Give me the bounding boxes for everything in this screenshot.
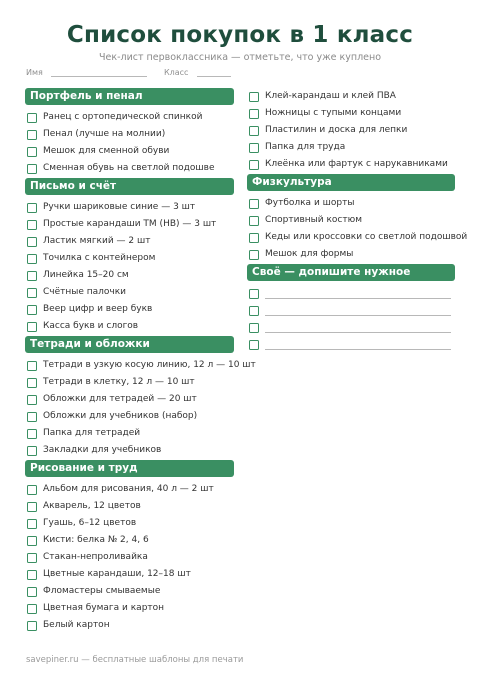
checkbox[interactable] — [27, 322, 37, 332]
list-item-label: Тетради в клетку, 12 л — 10 шт — [43, 377, 195, 387]
list-item-label: Кеды или кроссовки со светлой подошвой — [265, 232, 468, 242]
blank-item[interactable] — [247, 336, 455, 353]
write-in-line[interactable] — [265, 340, 451, 350]
list-item[interactable] — [25, 284, 234, 301]
list-item-label: Акварель, 12 цветов — [43, 501, 141, 511]
section — [247, 264, 455, 353]
list-item-label: Белый картон — [43, 620, 110, 630]
checkbox[interactable] — [27, 536, 37, 546]
class-label: Класс — [163, 68, 189, 77]
checkbox[interactable] — [27, 220, 37, 230]
checkbox[interactable] — [249, 289, 259, 299]
list-item-label: Счётные палочки — [43, 287, 127, 297]
checkbox[interactable] — [249, 323, 259, 333]
checkbox[interactable] — [27, 553, 37, 563]
list-item[interactable] — [25, 374, 234, 391]
list-item[interactable] — [247, 246, 455, 263]
list-item[interactable] — [25, 425, 234, 442]
list-item-label: Клеёнка или фартук с нарукавниками — [265, 159, 448, 169]
list-item-label: Линейка 15–20 см — [43, 270, 129, 280]
checkbox[interactable] — [27, 395, 37, 405]
name-line[interactable] — [51, 68, 147, 77]
list-item-label: Стакан-непроливайка — [43, 552, 148, 562]
section-header: Тетради и обложки — [25, 336, 234, 353]
checkbox[interactable] — [249, 109, 259, 119]
list-item-label: Мешок для формы — [265, 249, 354, 259]
checkbox[interactable] — [27, 254, 37, 264]
list-item[interactable] — [247, 229, 468, 246]
list-item-label: Ластик мягкий — 2 шт — [43, 236, 151, 246]
section-header: Письмо и счёт — [25, 178, 234, 195]
list-item-label: Папка для труда — [265, 142, 346, 152]
list-item[interactable] — [25, 532, 234, 549]
section — [25, 460, 234, 634]
checkbox[interactable] — [249, 216, 259, 226]
checkbox[interactable] — [27, 570, 37, 580]
list-item[interactable] — [25, 600, 234, 617]
left-column — [25, 88, 256, 634]
list-item[interactable] — [247, 139, 455, 156]
list-item-label: Пенал (лучше на молнии) — [43, 129, 166, 139]
list-item-label: Кисти: белка № 2, 4, 6 — [43, 535, 149, 545]
checkbox[interactable] — [27, 446, 37, 456]
write-in-line[interactable] — [265, 289, 451, 299]
checkbox[interactable] — [27, 485, 37, 495]
page-subtitle: Чек-лист первоклассника — отметьте, что уже куплено — [98, 52, 382, 63]
checkbox[interactable] — [249, 250, 259, 260]
section-header: Своё — допишите нужное — [247, 264, 455, 281]
checkbox[interactable] — [27, 164, 37, 174]
list-item[interactable] — [25, 301, 234, 318]
checkbox[interactable] — [249, 233, 259, 243]
checkbox[interactable] — [27, 203, 37, 213]
checkbox[interactable] — [27, 237, 37, 247]
list-item-label: Цветная бумага и картон — [43, 603, 165, 613]
list-item[interactable] — [25, 391, 234, 408]
blank-item[interactable] — [247, 319, 455, 336]
list-item-label: Ножницы с тупыми концами — [265, 108, 402, 118]
list-item[interactable] — [25, 216, 234, 233]
write-in-line[interactable] — [265, 306, 451, 316]
list-item-label: Ранец с ортопедической спинкой — [43, 112, 203, 122]
checkbox[interactable] — [27, 519, 37, 529]
checkbox[interactable] — [249, 92, 259, 102]
list-item[interactable] — [25, 250, 234, 267]
continued-items — [247, 88, 455, 173]
list-item-label: Точилка с контейнером — [43, 253, 156, 263]
list-item[interactable] — [25, 481, 234, 498]
checkbox[interactable] — [27, 378, 37, 388]
section-header: Рисование и труд — [25, 460, 234, 477]
list-item-label: Футболка и шорты — [265, 198, 355, 208]
list-item-label: Ручки шариковые синие — 3 шт — [43, 202, 196, 212]
list-item[interactable] — [25, 617, 234, 634]
checkbox[interactable] — [27, 604, 37, 614]
list-item-label: Простые карандаши ТМ (HB) — 3 шт — [43, 219, 217, 229]
list-item-label: Клей-карандаш и клей ПВА — [265, 91, 396, 101]
list-item[interactable] — [25, 583, 234, 600]
list-item-label: Закладки для учебников — [43, 445, 162, 455]
list-item[interactable] — [25, 233, 234, 250]
section — [25, 178, 234, 335]
page-title: Список покупок в 1 класс — [66, 22, 414, 48]
list-item[interactable] — [25, 442, 234, 459]
checkbox[interactable] — [27, 271, 37, 281]
list-item[interactable] — [25, 267, 234, 284]
checkbox[interactable] — [249, 340, 259, 350]
section — [247, 174, 468, 263]
checkbox[interactable] — [27, 587, 37, 597]
list-item-label: Спортивный костюм — [265, 215, 362, 225]
checkbox[interactable] — [249, 143, 259, 153]
checkbox[interactable] — [27, 305, 37, 315]
list-item-label: Пластилин и доска для лепки — [265, 125, 408, 135]
list-item[interactable] — [25, 549, 234, 566]
list-item[interactable] — [247, 88, 455, 105]
list-item[interactable] — [25, 566, 234, 583]
list-item-label: Цветные карандаши, 12–18 шт — [43, 569, 191, 579]
class-line[interactable] — [197, 68, 231, 77]
list-item-label: Тетради в узкую косую линию, 12 л — 10 шт — [43, 360, 256, 370]
checkbox[interactable] — [27, 502, 37, 512]
blank-item[interactable] — [247, 302, 455, 319]
blank-item[interactable] — [247, 285, 455, 302]
checkbox[interactable] — [27, 147, 37, 157]
section — [25, 88, 234, 177]
list-item[interactable] — [247, 195, 455, 212]
checkbox[interactable] — [27, 288, 37, 298]
section — [25, 336, 256, 459]
list-item-label: Сменная обувь на светлой подошве — [43, 163, 215, 173]
footer: savepiner.ru — бесплатные шаблоны для печати — [26, 655, 244, 665]
write-in-line[interactable] — [265, 323, 451, 333]
checkbox[interactable] — [27, 429, 37, 439]
list-item-label: Фломастеры смываемые — [43, 586, 161, 596]
section-header: Портфель и пенал — [25, 88, 234, 105]
list-item[interactable] — [247, 212, 455, 229]
right-column — [247, 88, 468, 353]
section-header: Физкультура — [247, 174, 455, 191]
list-item[interactable] — [247, 105, 455, 122]
checkbox[interactable] — [27, 621, 37, 631]
list-item[interactable] — [25, 109, 234, 126]
list-item[interactable] — [25, 126, 234, 143]
checkbox[interactable] — [27, 412, 37, 422]
name-class-fields — [26, 68, 231, 77]
list-item-label: Альбом для рисования, 40 л — 2 шт — [43, 484, 214, 494]
list-item[interactable] — [25, 408, 234, 425]
list-item[interactable] — [25, 498, 234, 515]
list-item-label: Папка для тетрадей — [43, 428, 141, 438]
list-item[interactable] — [25, 143, 234, 160]
list-item-label: Гуашь, 6–12 цветов — [43, 518, 137, 528]
checkbox[interactable] — [249, 306, 259, 316]
list-item[interactable] — [25, 357, 256, 374]
checkbox[interactable] — [249, 199, 259, 209]
list-item[interactable] — [25, 318, 234, 335]
list-item-label: Касса букв и слогов — [43, 321, 139, 331]
list-item[interactable] — [25, 515, 234, 532]
checkbox[interactable] — [27, 113, 37, 123]
list-item-label: Обложки для тетрадей — 20 шт — [43, 394, 197, 404]
checkbox[interactable] — [249, 160, 259, 170]
list-item[interactable] — [25, 199, 234, 216]
list-item[interactable] — [247, 122, 455, 139]
checkbox[interactable] — [27, 130, 37, 140]
list-item-label: Веер цифр и веер букв — [43, 304, 153, 314]
list-item-label: Обложки для учебников (набор) — [43, 411, 198, 421]
checkbox[interactable] — [27, 361, 37, 371]
list-item[interactable] — [247, 156, 455, 173]
list-item-label: Мешок для сменной обуви — [43, 146, 170, 156]
list-item[interactable] — [25, 160, 234, 177]
checkbox[interactable] — [249, 126, 259, 136]
name-label: Имя — [26, 68, 43, 77]
